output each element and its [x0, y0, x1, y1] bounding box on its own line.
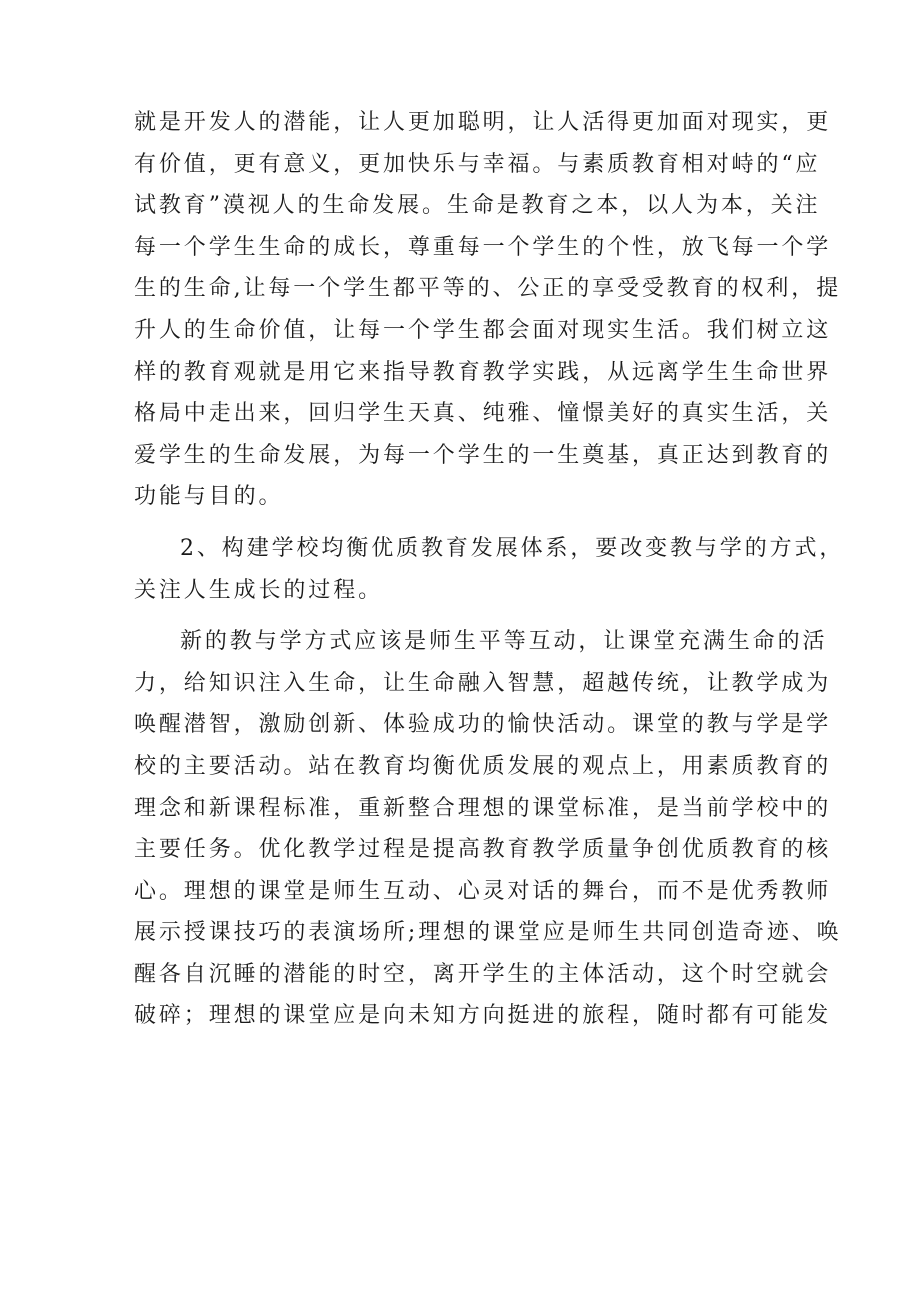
text-line: 每一个学生生命的成长，尊重每一个学生的个性，放飞每一个学 [134, 234, 832, 260]
text-line: 功能与目的。 [134, 484, 284, 510]
text-line: 2、构建学校均衡优质教育发展体系，要改变教与学的方式， [180, 535, 845, 561]
text-line: 样的教育观就是用它来指导教育教学实践，从远离学生生命世界 [134, 359, 832, 385]
text-line: 理念和新课程标准，重新整合理想的课堂标准，是当前学校中的 [134, 795, 832, 821]
text-line: 校的主要活动。站在教育均衡优质发展的观点上，用素质教育的 [134, 753, 832, 779]
text-line: 唤醒潜智，激励创新、体验成功的愉快活动。课堂的教与学是学 [134, 712, 832, 738]
text-line: 生的生命,让每一个学生都平等的、公正的享受受教育的权利，提 [134, 276, 842, 302]
paragraph-3 [134, 621, 842, 1037]
text-line: 格局中走出来，回归学生天真、纯雅、憧憬美好的真实生活，关 [134, 401, 832, 427]
paragraph-gap [134, 611, 794, 621]
text-line: 关注人生成长的过程。 [134, 577, 384, 603]
text-line: 展示授课技巧的表演场所;理想的课堂应是师生共同创造奇迹、唤 [134, 920, 842, 946]
text-line: 破碎；理想的课堂应是向未知方向挺进的旅程，随时都有可能发 [134, 1003, 832, 1029]
body-text [134, 102, 845, 1037]
paragraph-gap [134, 518, 794, 528]
text-line: 力，给知识注入生命，让生命融入智慧，超越传统，让教学成为 [134, 670, 832, 696]
text-line: 有价值，更有意义，更加快乐与幸福。与素质教育相对峙的“应 [134, 151, 821, 177]
paragraph-2 [134, 528, 845, 611]
paragraph-1 [134, 102, 842, 518]
text-line: 升人的生命价值，让每一个学生都会面对现实生活。我们树立这 [134, 317, 832, 343]
text-line: 试教育”漠视人的生命发展。生命是教育之本，以人为本，关注 [134, 193, 821, 219]
text-line: 爱学生的生命发展，为每一个学生的一生奠基，真正达到教育的 [134, 442, 832, 468]
text-line: 主要任务。优化教学过程是提高教育教学质量争创优质教育的核 [134, 837, 832, 863]
text-line: 心。理想的课堂是师生互动、心灵对话的舞台，而不是优秀教师 [134, 878, 832, 904]
text-line: 醒各自沉睡的潜能的时空，离开学生的主体活动，这个时空就会 [134, 961, 832, 987]
text-line: 就是开发人的潜能，让人更加聪明，让人活得更加面对现实，更 [134, 110, 832, 135]
text-line: 新的教与学方式应该是师生平等互动，让课堂充满生命的活 [180, 629, 828, 655]
